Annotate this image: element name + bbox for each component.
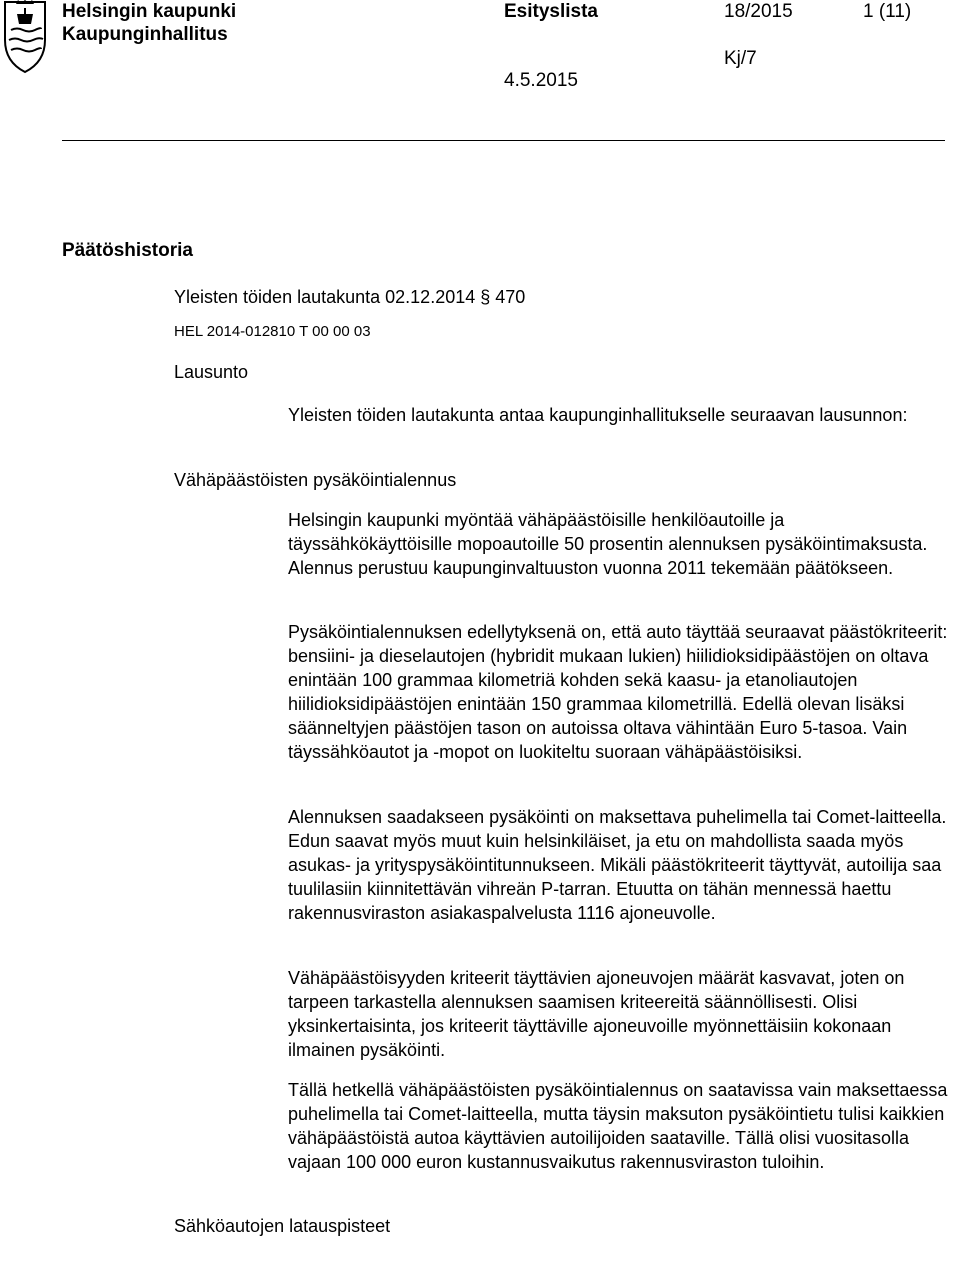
subheading-parking-discount: Vähäpäästöisten pysäköintialennus <box>174 470 457 490</box>
org-name: Helsingin kaupunki <box>62 1 237 22</box>
page-number: 1 (11) <box>863 1 912 22</box>
meeting-reference: Yleisten töiden lautakunta 02.12.2014 § 470 <box>174 287 526 307</box>
intro-text <box>288 403 948 427</box>
subheading-charging-points: Sähköautojen latauspisteet <box>174 1216 391 1236</box>
issue-number: 18/2015 <box>724 1 793 22</box>
paragraph-text: Alennuksen saadakseen pysäköinti on maksettava puhelimella tai Comet-laitteella. Edun saavat myös muut kuin helsinkiläiset, ja etu on mahdollista saada myös asukas- ja yrityspysäköintitunnukseen. Mikäli päästökriteerit täyttyvät, autoilija saa tuulilasiin kiinnitettävän vihreän P-tarran. Etuutta on tähän mennessä haettu rakennusviraston asiakaspalvelusta 1116 ajoneuvolle. <box>288 807 947 923</box>
document-type: Esityslista <box>504 1 598 22</box>
helsinki-coat-of-arms-icon <box>2 0 48 74</box>
body-paragraph-1 <box>288 508 948 580</box>
body-paragraph-4 <box>288 966 948 1062</box>
paragraph-text: Pysäköintialennuksen edellytyksenä on, että auto täyttää seuraavat päästökriteerit: bensiini- ja dieselautojen (hybridit mukaan lukien) hiilidioksidipäästöjen on oltava enintään 100 grammaa kilometriä kohden sekä kaasu- ja etanoliautojen hiilidioksidipäästöjen enintään 150 grammaa kilometrillä. Edellä olevan lisäksi säänneltyjen päästöjen tason on autoissa oltava vähintään Euro 5-tasoa. Vain täyssähköautot ja -mopot on luokiteltu suoraan vähäpäästöisiksi. <box>288 622 948 762</box>
body-paragraph-3 <box>288 805 948 925</box>
body-paragraph-5 <box>288 1078 948 1174</box>
case-code: Kj/7 <box>724 48 757 69</box>
body-paragraph-2 <box>288 620 948 764</box>
paragraph-text: Vähäpäästöisyyden kriteerit täyttävien ajoneuvojen määrät kasvavat, joten on tarpeen tarkastella alennuksen saamisen kriteereitä säännöllisesti. Olisi yksinkertaisinta, jos kriteerit täyttäville ajoneuvoille myönnettäisiin kokonaan ilmainen pysäköinti. <box>288 968 905 1060</box>
intro-paragraph: Yleisten töiden lautakunta antaa kaupunginhallitukselle seuraavan lausunnon: <box>288 405 908 425</box>
section-title: Päätöshistoria <box>62 240 193 261</box>
case-id: HEL 2014-012810 T 00 00 03 <box>174 323 371 340</box>
paragraph-text: Tällä hetkellä vähäpäästöisten pysäköintialennus on saatavissa vain maksettaessa puhelimella tai Comet-laitteella, mutta täysin maksuton pysäköintietu tulisi kaikkien vähäpäästöistä autoa käyttävien autoilijoiden saataville. Tällä olisi vuositasolla vajaan 100 000 euron kustannusvaikutus rakennusviraston tuloihin. <box>288 1080 948 1172</box>
org-unit: Kaupunginhallitus <box>62 24 228 45</box>
paragraph-text: Helsingin kaupunki myöntää vähäpäästöisille henkilöautoille ja täyssähkökäyttöisille mopoautoille 50 prosentin alennuksen pysäköintimaksusta. Alennus perustuu kaupunginvaltuuston vuonna 2011 tekemään päätökseen. <box>288 510 928 578</box>
document-type-label: Lausunto <box>174 362 249 382</box>
header-divider <box>62 140 945 141</box>
meeting-date: 4.5.2015 <box>504 70 578 91</box>
